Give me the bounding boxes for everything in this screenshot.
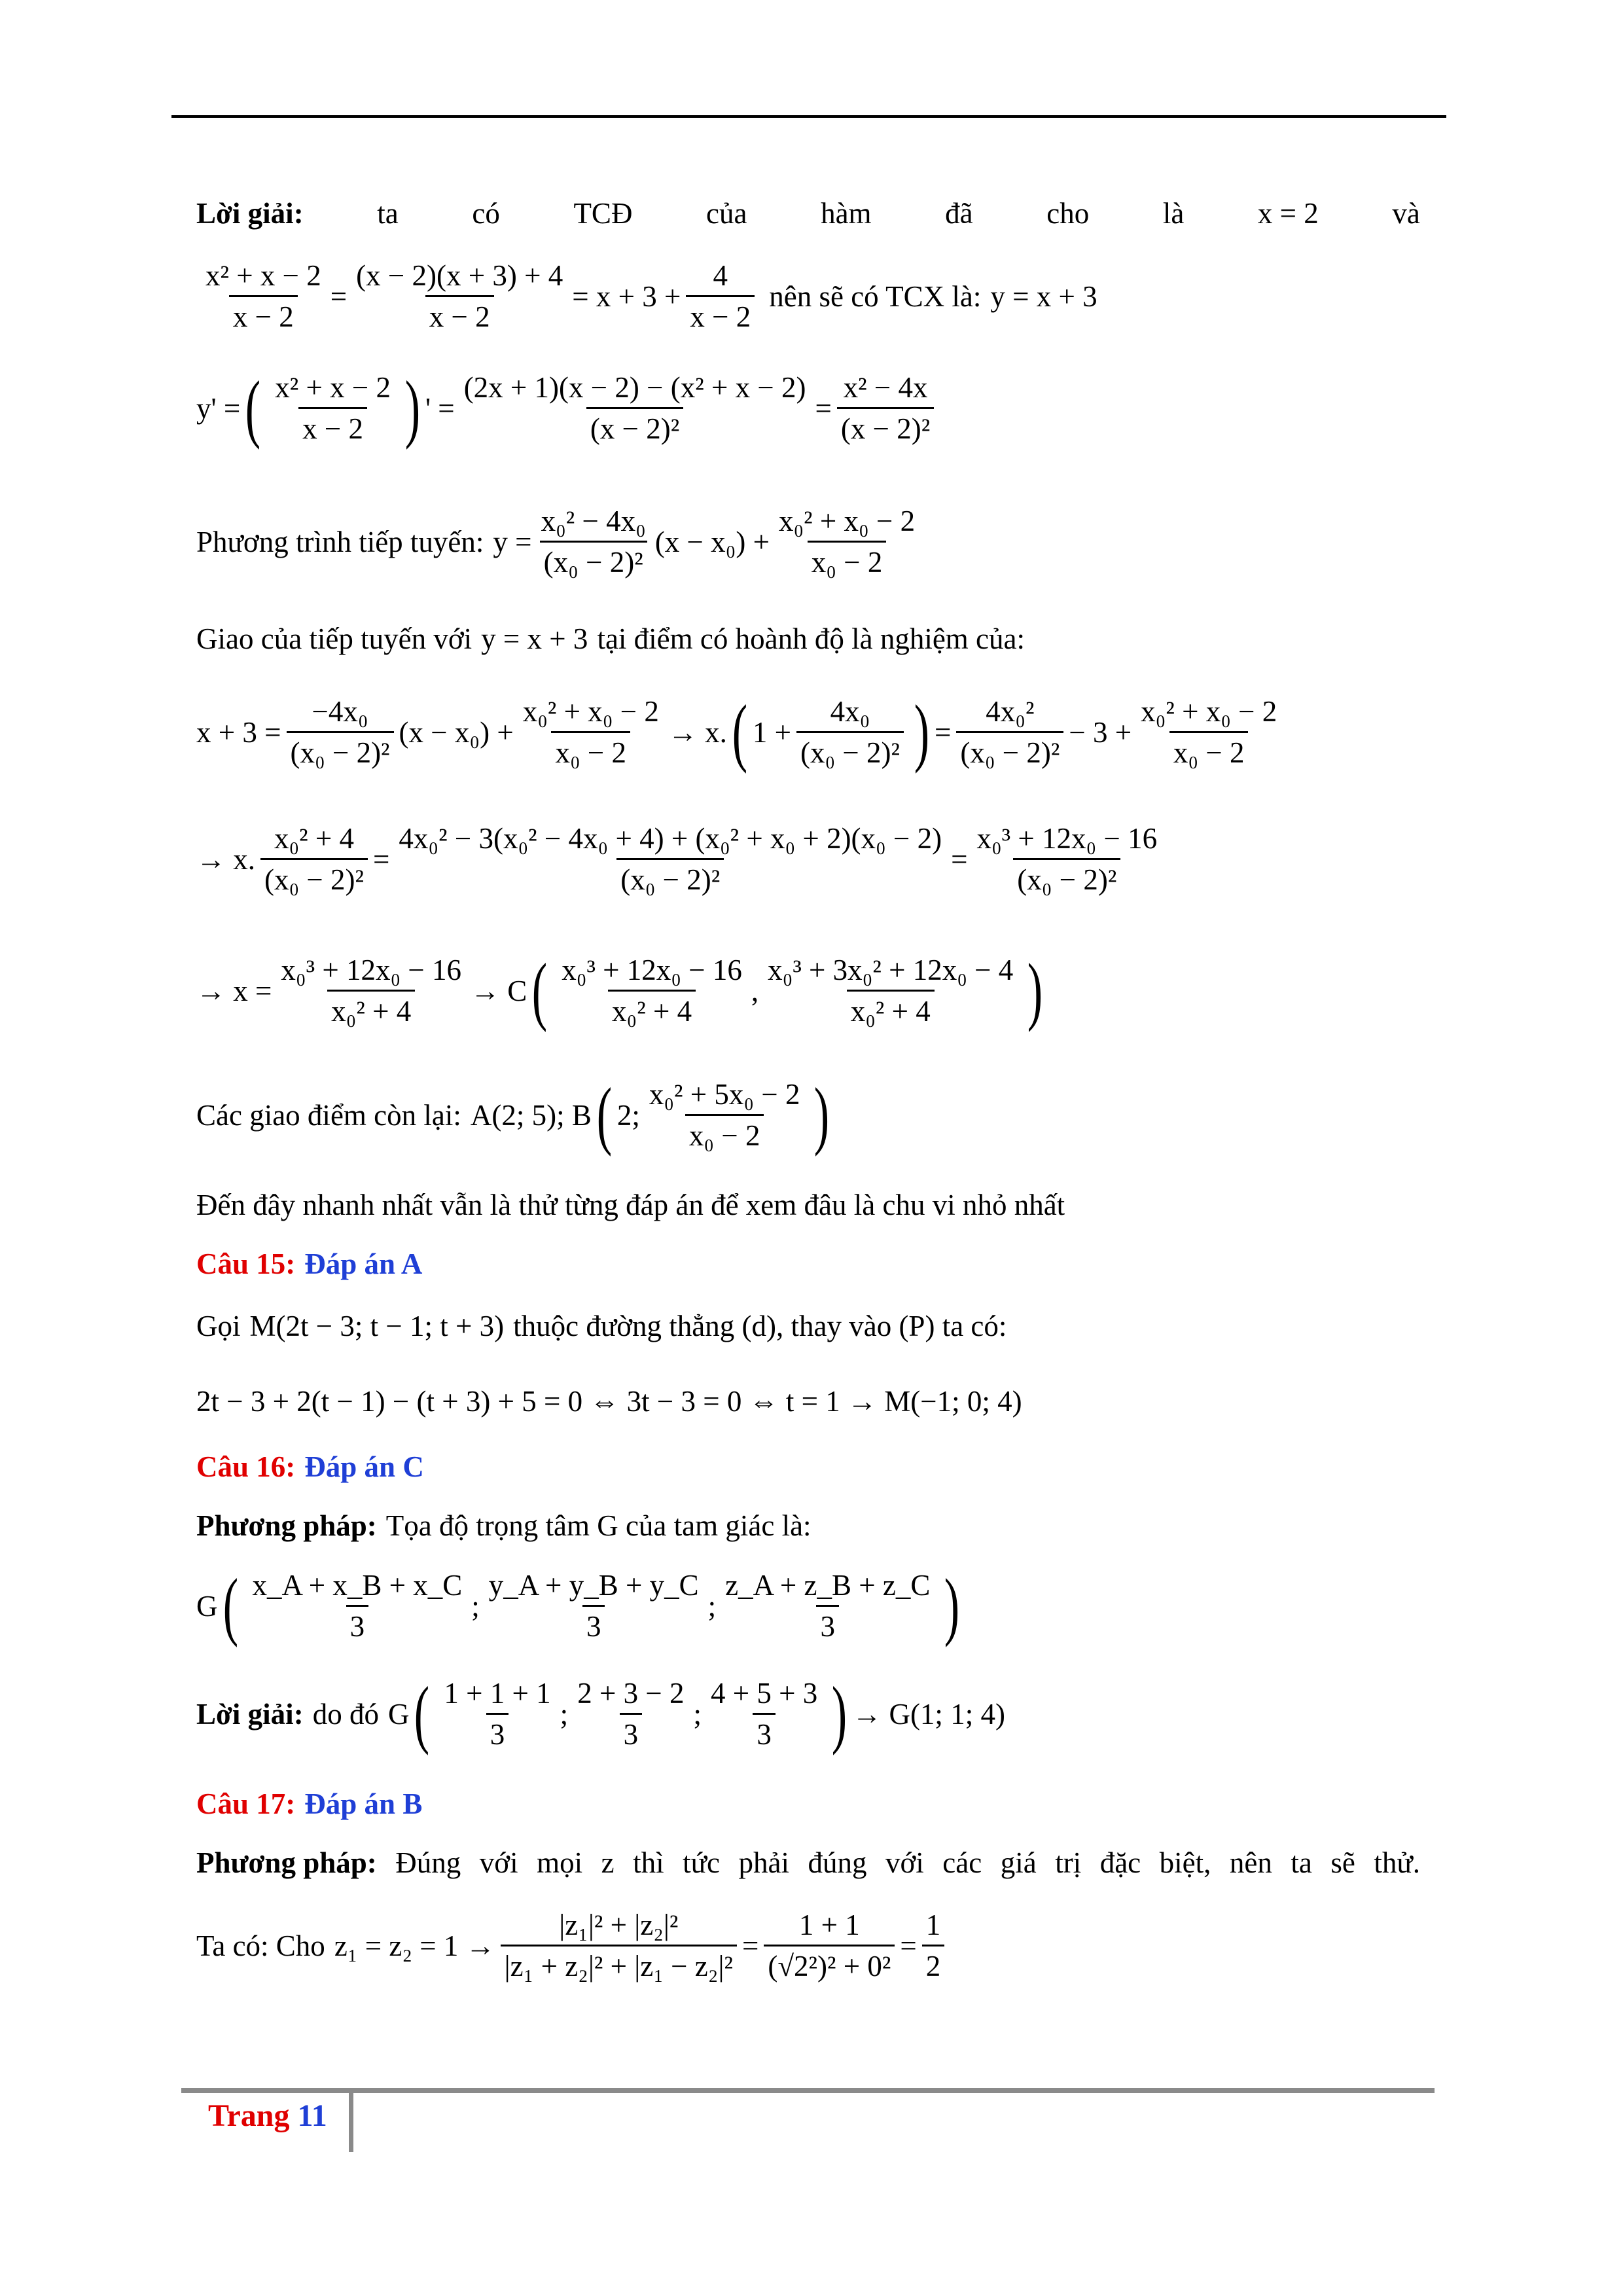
line-4 bbox=[196, 504, 924, 579]
line-16 bbox=[196, 1846, 1420, 1880]
page-label: Trang bbox=[208, 2098, 290, 2133]
math-text: → x = bbox=[196, 974, 272, 1007]
text: tại điểm có hoành độ là nghiệm của: bbox=[597, 622, 1025, 655]
fraction: $\frac{4 + 5 + 3}{3}$ bbox=[710, 1677, 818, 1751]
label-phuong-phap: Phương pháp: bbox=[196, 1846, 377, 1879]
text: Đến đây nhanh nhất vẫn là thử từng đáp án để xem đâu là chu vi nhỏ nhất bbox=[196, 1189, 1065, 1221]
fraction: $\frac{\text{x₀³ + 12x₀ − 16}}{\text{x₀² + 4}}$ bbox=[281, 954, 462, 1028]
math-text: M(2t − 3; t − 1; t + 3) bbox=[249, 1310, 505, 1342]
line-14: G ( $\frac{x\_A + x\_B + x\_C}{3}$ ; $\frac{y\_A + y\_B + y\_C}{3}$ ; $\frac{z\_A + z\_B + z\_C}{3}$ ) bbox=[196, 1564, 960, 1648]
word: và bbox=[1392, 197, 1420, 230]
fraction: $\frac{1 + 1 + 1}{3}$ bbox=[444, 1677, 551, 1751]
question-17-heading bbox=[196, 1787, 422, 1821]
math-text: z₁ = z₂ = 1 → bbox=[334, 1929, 495, 1962]
text: Tọa độ trọng tâm G của tam giác là: bbox=[385, 1509, 812, 1542]
math-text: → x. bbox=[668, 715, 727, 749]
word: phải bbox=[738, 1846, 789, 1879]
word: đặc bbox=[1099, 1846, 1141, 1879]
fraction: $\frac{1}{2}$ bbox=[922, 1908, 945, 1983]
word: sẽ bbox=[1330, 1846, 1355, 1879]
text: Phương trình tiếp tuyến: bbox=[196, 525, 484, 558]
word: z bbox=[601, 1846, 615, 1879]
fraction: $\frac{\text{x₀² + x₀ − 2}}{\text{x₀ − 2}}$ bbox=[1141, 695, 1277, 769]
word: trị bbox=[1055, 1846, 1082, 1879]
fraction: $\frac{\text{4x₀}}{\text{(x₀ − 2)²}}$ bbox=[796, 694, 904, 770]
fraction: $\frac{\text{x₀³ + 12x₀ − 16}}{\text{(x₀ − 2)²}}$ bbox=[976, 822, 1158, 896]
footer-rule bbox=[181, 2088, 1435, 2093]
fraction: $\frac{\text{x₀² + x₀ − 2}}{\text{x₀ − 2}}$ bbox=[778, 505, 916, 579]
fraction: $\frac{\text{(2x + 1)(x − 2) − (x² + x − 2)}}{\text{(x − 2)²}}$ bbox=[463, 371, 806, 445]
footer-separator bbox=[349, 2093, 353, 2152]
fraction: $\frac{4}{x - 2}$ bbox=[686, 259, 755, 334]
text: Ta có: Cho bbox=[196, 1929, 325, 1962]
line-10 bbox=[196, 1188, 1065, 1222]
fraction: $\frac{\text{x₀³ + 12x₀ − 16}}{\text{x₀² + 4}}$ bbox=[562, 954, 742, 1028]
fraction: $\frac{\text{x₀² + x₀ − 2}}{\text{x₀ − 2}}$ bbox=[522, 695, 659, 769]
fraction: $\frac{\text{x₀³ + 3x₀² + 12x₀ − 4}}{\text{x₀² + 4}}$ bbox=[768, 954, 1014, 1028]
math-text: G bbox=[387, 1697, 410, 1731]
header-rule bbox=[171, 115, 1446, 118]
fraction: $\frac{\text{x₀² + 5x₀ − 2}}{\text{x₀ − 2}}$ bbox=[649, 1078, 800, 1152]
line-11 bbox=[196, 1309, 1007, 1343]
page-number bbox=[208, 2098, 327, 2134]
fraction: $\frac{\text{x² − 4x}}{\text{(x − 2)²}}$ bbox=[837, 370, 934, 446]
fraction: $\frac{x\_A + x\_B + x\_C}{3}$ bbox=[252, 1569, 463, 1643]
answer-label: Đáp án A bbox=[304, 1247, 423, 1280]
math-text: y = x + 3 bbox=[990, 279, 1097, 313]
fraction: $\frac{\text{x₀² − 4x₀}}{\text{(x₀ − 2)²}}$ bbox=[541, 505, 646, 579]
word: các bbox=[942, 1846, 982, 1879]
word: với bbox=[885, 1846, 924, 1879]
word: x = 2 bbox=[1257, 197, 1319, 230]
word: có bbox=[472, 197, 500, 230]
fraction: $\frac{1 + 1}{\text{(√2²)² + 0²}}$ bbox=[764, 1908, 895, 1983]
fraction: $\frac{\text{x² + x − 2}}{x - 2}$ bbox=[205, 259, 321, 333]
line-6: x + 3 = $\frac{\text{−4x₀}}{\text{(x₀ − 2)²}}$ (x − x₀) + $\frac{\text{x₀² + x₀ − 2}}{\text{x₀ − 2}}$ → x. ( 1 + $\frac{\text{4x₀}}{\text{(x₀ − 2)²}}$ ) = $\frac{\text{4x₀²}}{\text{(x₀ − 2)²}}$ − 3 + $\frac{\text{x₀² + x₀ − 2}}{\text{x₀ − 2}}$ bbox=[196, 694, 1286, 770]
label-loi-giai: Lời giải: bbox=[196, 197, 304, 230]
line-13 bbox=[196, 1509, 812, 1543]
math-text: = bbox=[934, 715, 952, 749]
math-text: (x − x₀) + bbox=[399, 715, 514, 749]
math-text: = x + 3 + bbox=[572, 279, 681, 313]
text: Các giao điểm còn lại: bbox=[196, 1098, 461, 1132]
word: cho bbox=[1046, 197, 1090, 230]
math-text: → C bbox=[471, 974, 527, 1007]
fraction: $\frac{2 + 3 - 2}{3}$ bbox=[577, 1677, 685, 1751]
fraction: $\frac{\text{−4x₀}}{\text{(x₀ − 2)²}}$ bbox=[287, 694, 394, 770]
line-3: y' = ( $\frac{\text{x² + x − 2}}{x - 2}$ ) ' = $\frac{\text{(2x + 1)(x − 2) − (x² + x − 2)}}{\text{(x − 2)²}}$ = $\frac{\text{x² − 4x}}{\text{(x − 2)²}}$ bbox=[196, 370, 939, 446]
line-17: Ta có: Cho z₁ = z₂ = 1 → $\frac{\text{|z₁|² + |z₂|²}}{\text{|z₁ + z₂|² + |z₁ − z₂|²}}$ = $\frac{1 + 1}{\text{(√2²)² + 0²}}$ = $\frac{1}{2}$ bbox=[196, 1908, 950, 1983]
question-15-heading bbox=[196, 1247, 422, 1281]
label-loi-giai: Lời giải: bbox=[196, 1697, 304, 1731]
text: nên sẽ có TCX là: bbox=[769, 279, 982, 313]
math-text: x + 3 = bbox=[196, 715, 281, 749]
word: ta bbox=[377, 197, 399, 230]
math-text: A(2; 5); B bbox=[470, 1098, 592, 1132]
word: đã bbox=[945, 197, 973, 230]
word: biệt, bbox=[1159, 1846, 1211, 1879]
page-value: 11 bbox=[297, 2098, 327, 2133]
word: đúng bbox=[808, 1846, 867, 1879]
word: là bbox=[1162, 197, 1185, 230]
question-16-heading bbox=[196, 1450, 424, 1484]
math-text: → G(1; 1; 4) bbox=[852, 1697, 1005, 1731]
word: Đúng bbox=[395, 1846, 461, 1879]
math-text: y' = bbox=[196, 391, 241, 425]
math-text: y = x + 3 bbox=[481, 622, 588, 655]
math-text: 1 + bbox=[752, 715, 791, 749]
line-15: Lời giải: do đó G ( $\frac{1 + 1 + 1}{3}$ ; $\frac{2 + 3 - 2}{3}$ ; $\frac{4 + 5 + 3}{3}$ ) → G(1; 1; 4) bbox=[196, 1672, 1005, 1756]
question-number: Câu 17: bbox=[196, 1787, 296, 1820]
line-5 bbox=[196, 622, 1025, 656]
text: thuộc đường thẳng (d), thay vào (P) ta có: bbox=[513, 1310, 1007, 1342]
fraction: $\frac{z\_A + z\_B + z\_C}{3}$ bbox=[725, 1569, 931, 1643]
fraction: $\frac{\text{x₀² + 4}}{\text{(x₀ − 2)²}}$ bbox=[260, 821, 368, 897]
text: do đó bbox=[312, 1697, 379, 1731]
word: thì bbox=[633, 1846, 664, 1879]
word: ta bbox=[1291, 1846, 1312, 1879]
math-text: 2; bbox=[616, 1098, 640, 1132]
fraction: $\frac{\text{4x₀²}}{\text{(x₀ − 2)²}}$ bbox=[956, 694, 1063, 770]
line-9: Các giao điểm còn lại: A(2; 5); B ( 2; $\frac{\text{x₀² + 5x₀ − 2}}{\text{x₀ − 2}}$ ) bbox=[196, 1073, 830, 1157]
fraction: $\frac{(x - 2)(x + 3) + 4}{x - 2}$ bbox=[356, 259, 563, 333]
word: nên bbox=[1229, 1846, 1272, 1879]
word: giá bbox=[1000, 1846, 1037, 1879]
math-text: G bbox=[196, 1589, 218, 1623]
line-2: $\frac{\text{x² + x − 2}}{x - 2}$ = $\frac{(x - 2)(x + 3) + 4}{x - 2}$ = x + 3 + $\frac{4}{x - 2}$ nên sẽ có TCX là: y = x + 3 bbox=[196, 259, 1097, 334]
line-7: → x. $\frac{\text{x₀² + 4}}{\text{(x₀ − 2)²}}$ = $\frac{\text{4x₀² − 3(x₀² − 4x₀ + 4) + (x₀² + x₀ + 2)(x₀ − 2)}}{\text{(x₀ − 2)²}}$ = $\frac{\text{x₀³ + 12x₀ − 16}}{\text{(x₀ − 2)²}}$ bbox=[196, 821, 1166, 897]
label-phuong-phap: Phương pháp: bbox=[196, 1509, 377, 1542]
word: của bbox=[706, 197, 747, 230]
math-text: − 3 + bbox=[1069, 715, 1132, 749]
fraction: $\frac{\text{x² + x − 2}}{x - 2}$ bbox=[275, 371, 391, 445]
math-text: → x. bbox=[196, 842, 255, 876]
fraction: $\frac{\text{|z₁|² + |z₂|²}}{\text{|z₁ + z₂|² + |z₁ − z₂|²}}$ bbox=[501, 1908, 737, 1983]
text: Gọi bbox=[196, 1310, 241, 1342]
fraction: $\frac{y\_A + y\_B + y\_C}{3}$ bbox=[488, 1569, 699, 1643]
line-8: → x = $\frac{\text{x₀³ + 12x₀ − 16}}{\text{x₀² + 4}}$ → C ( $\frac{\text{x₀³ + 12x₀ − 16}}{\text{x₀² + 4}}$ , $\frac{\text{x₀³ + 3x₀² + 12x₀ − 4}}{\text{x₀² + 4}}$ ) bbox=[196, 948, 1043, 1033]
math-text: 2t − 3 + 2(t − 1) − (t + 3) + 5 = 0 ⇔ 3t − 3 = 0 ⇔ t = 1 → M(−1; 0; 4) bbox=[196, 1385, 1022, 1418]
math-text: y = bbox=[493, 525, 532, 558]
word: mọi bbox=[537, 1846, 583, 1879]
line-1 bbox=[196, 196, 1420, 230]
fraction: $\frac{\text{4x₀² − 3(x₀² − 4x₀ + 4) + (x₀² + x₀ + 2)(x₀ − 2)}}{\text{(x₀ − 2)²}}$ bbox=[399, 822, 942, 896]
line-12 bbox=[196, 1384, 1022, 1418]
word: với bbox=[479, 1846, 518, 1879]
text: Giao của tiếp tuyến với bbox=[196, 622, 473, 655]
answer-label: Đáp án C bbox=[304, 1450, 424, 1483]
math-text: (x − x₀) + bbox=[654, 525, 770, 558]
word: tức bbox=[683, 1846, 720, 1879]
word: TCĐ bbox=[573, 197, 633, 230]
word: thử. bbox=[1374, 1846, 1420, 1879]
answer-label: Đáp án B bbox=[304, 1787, 423, 1820]
question-number: Câu 15: bbox=[196, 1247, 296, 1280]
question-number: Câu 16: bbox=[196, 1450, 296, 1483]
word: hàm bbox=[821, 197, 872, 230]
